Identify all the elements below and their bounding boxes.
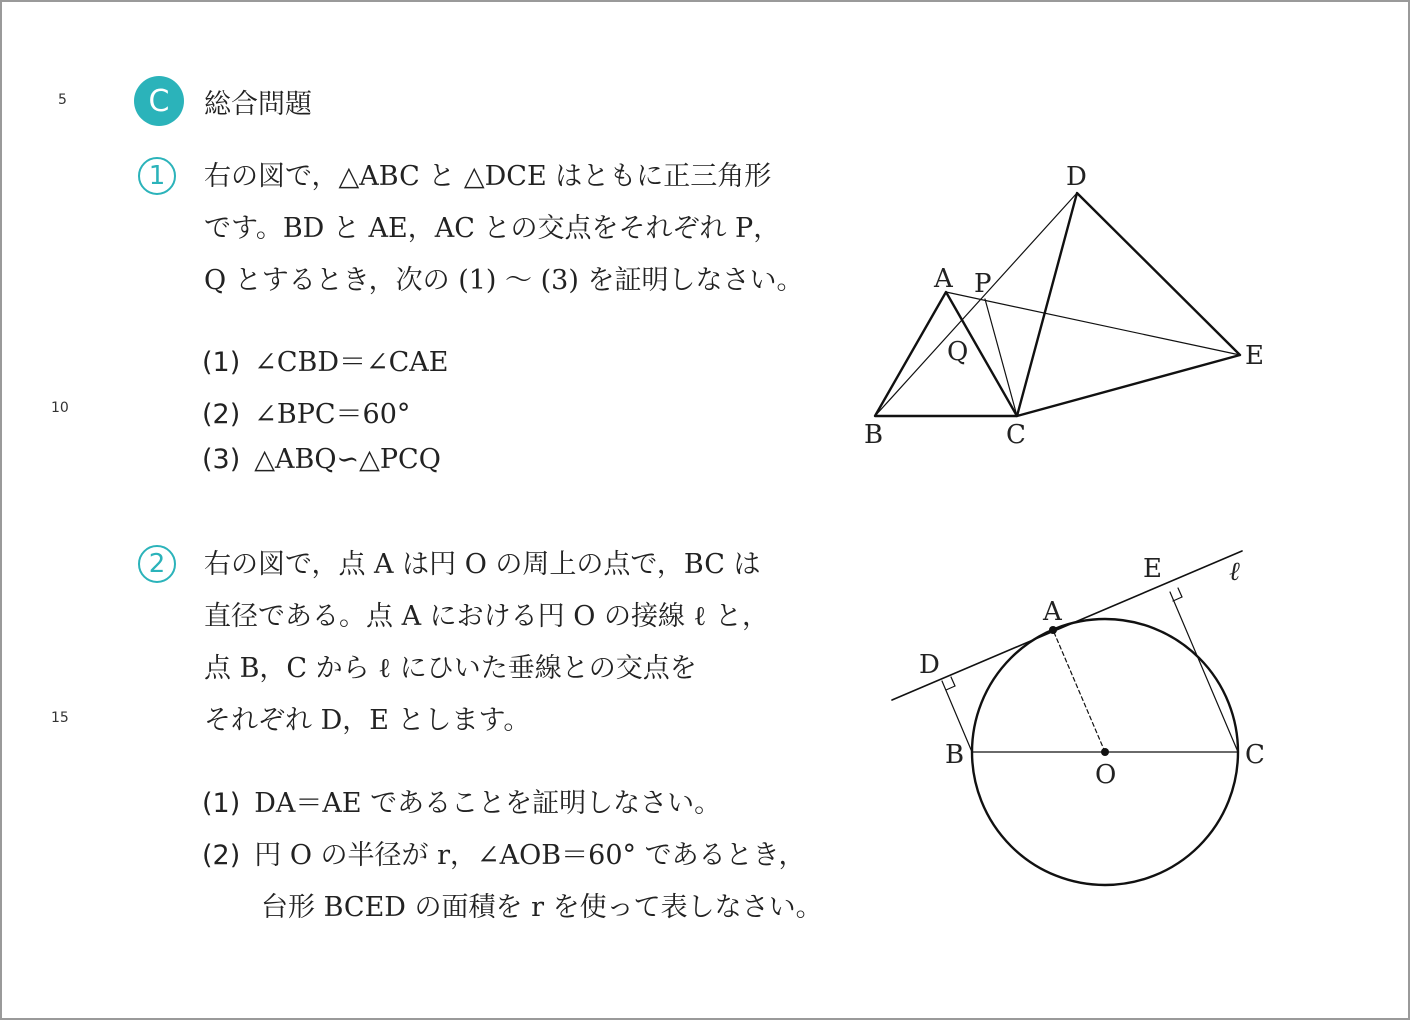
item-label: (2) (202, 840, 241, 871)
problem-1-line: です。BD と AE，AC との交点をそれぞれ P， (204, 213, 781, 244)
line-number-10: 10 (51, 400, 69, 416)
item-text: △ABQ∽△PCQ (254, 444, 441, 475)
problem-2-line: 点 B，C から ℓ にひいた垂線との交点を (204, 653, 697, 684)
item-text: 円 O の半径が r，∠AOB＝60° であるとき， (254, 840, 806, 871)
item-text: DA＝AE であることを証明しなさい。 (254, 788, 722, 819)
label-p: P (974, 269, 992, 299)
label-a: A (934, 264, 953, 294)
label-o: O (1095, 760, 1117, 790)
problem-2-line: それぞれ D，E とします。 (204, 705, 531, 736)
problem-2-number: 2 (138, 545, 176, 583)
label-c: C (1245, 740, 1265, 770)
right-angle-mark-e (1173, 588, 1182, 601)
item-text: ∠BPC＝60° (254, 399, 411, 430)
label-d: D (1066, 162, 1087, 192)
problem-1-line: Q とするとき，次の (1) ～ (3) を証明しなさい。 (204, 265, 804, 296)
label-b: B (864, 420, 884, 450)
radius-oa (1053, 630, 1105, 752)
tangent-line-l (892, 551, 1242, 700)
item-label: (1) (202, 347, 241, 378)
line-number-5: 5 (58, 92, 67, 108)
point-o (1101, 748, 1109, 756)
item-label: (2) (202, 399, 241, 430)
line-number-15: 15 (51, 710, 69, 726)
point-a (1049, 626, 1057, 634)
item-label: (3) (202, 444, 241, 475)
problem-2-line: 直径である。点 A における円 O の接線 ℓ と， (204, 601, 770, 632)
item-label: (1) (202, 788, 241, 819)
section-badge: C (134, 76, 184, 126)
problem-2-item-continuation: 台形 BCED の面積を r を使って表しなさい。 (261, 892, 823, 923)
label-a: A (1043, 597, 1062, 627)
label-c: C (1006, 420, 1026, 450)
label-d: D (919, 650, 940, 680)
problem-1-line: 右の図で，△ABC と △DCE はともに正三角形 (204, 161, 772, 192)
perpendicular-ce (1170, 592, 1238, 752)
right-angle-mark-d (946, 677, 955, 690)
label-e: E (1245, 341, 1264, 371)
section-title: 総合問題 (204, 89, 312, 120)
item-text: ∠CBD＝∠CAE (254, 347, 449, 378)
label-l: ℓ (1229, 557, 1240, 587)
label-q: Q (947, 337, 969, 367)
problem-2-line: 右の図で，点 A は円 O の周上の点で，BC は (204, 549, 761, 580)
label-e: E (1143, 554, 1162, 584)
problem-1-number: 1 (138, 157, 176, 195)
label-b: B (945, 740, 965, 770)
